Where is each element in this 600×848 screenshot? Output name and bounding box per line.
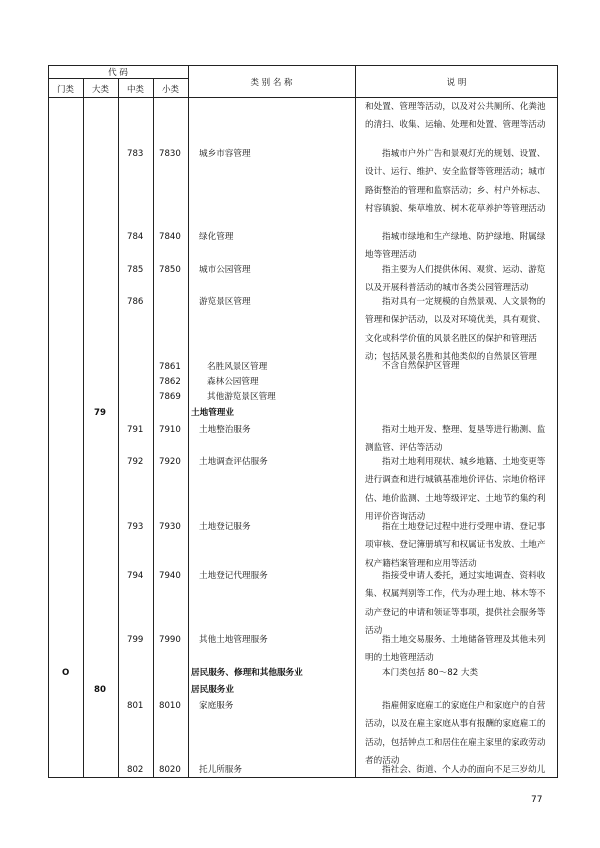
page-number: 77: [531, 795, 543, 805]
table-row-zhong: 783: [127, 149, 144, 159]
table-row-men: O: [62, 668, 70, 678]
table-row-zhong: 793: [127, 522, 144, 532]
table-row-xiao: 8020: [159, 765, 181, 775]
table-row-name: 家庭服务: [199, 701, 234, 711]
table-row-name: 城乡市容管理: [199, 149, 251, 159]
table-row-name: 名胜风景区管理: [207, 362, 268, 372]
table-row-name: 其他土地管理服务: [199, 635, 268, 645]
table-row-name: 土地登记服务: [199, 522, 251, 532]
table-row-name: 托儿所服务: [199, 765, 242, 775]
table-row-xiao: 7850: [159, 265, 181, 275]
table-row-desc: 指对具有一定规模的自然景观、人文景物的管理和保护活动，以及对环境优美，具有观赏、文化或科学价值的风景名胜区的保护和管理活动；包括风景名胜和其他类似的自然景区管理: [365, 297, 546, 363]
table-row-name: 居民服务、修理和其他服务业: [191, 668, 303, 678]
table-row-desc: 不含自然保护区管理: [382, 361, 460, 371]
table-row-desc: 指主要为人们提供休闲、观赏、运动、游览以及开展科普活动的城市各类公园管理活动: [365, 265, 546, 294]
header-men: 门类: [56, 85, 74, 95]
header-code-group: 代 码: [108, 68, 128, 78]
table-row-name: 城市公园管理: [199, 265, 251, 275]
table-row-name: 土地整治服务: [199, 425, 251, 435]
table-row-name: 其他游览景区管理: [207, 392, 276, 402]
table-row-desc: 指对土地开发、整理、复垦等进行勘测、监测监管、评估等活动: [365, 425, 546, 454]
table-row-name: 森林公园管理: [207, 377, 259, 387]
table-row-xiao: 7920: [159, 457, 181, 467]
table-row-zhong: 784: [127, 232, 144, 242]
table-row-zhong: 791: [127, 425, 144, 435]
table-row-desc: 指城市户外广告和景观灯光的规划、设置、设计、运行、维护、安全监督等管理活动；城市路街整治的管理和监察活动；乡、村户外标志、村容镇貌、柴草堆放、树木花草养护等管理活动: [365, 149, 546, 215]
table-row-name: 居民服务业: [191, 685, 234, 695]
table-row-name: 绿化管理: [199, 232, 234, 242]
table-row-xiao: 7990: [159, 635, 181, 645]
table-row-desc: 指土地交易服务、土地储备管理及其他未列明的土地管理活动: [365, 635, 546, 664]
header-xiao: 小类: [161, 85, 179, 95]
table-row-xiao: 7830: [159, 149, 181, 159]
header-da: 大类: [91, 85, 109, 95]
table-row-name: 土地登记代理服务: [199, 571, 268, 581]
table-row-da: 79: [94, 408, 106, 418]
table-row-zhong: 785: [127, 265, 144, 275]
table-row-desc: 指城市绿地和生产绿地、防护绿地、附属绿地等管理活动: [365, 232, 546, 261]
table-row-name: 游览景区管理: [199, 297, 251, 307]
header-name: 类 别 名 称: [250, 78, 293, 88]
table-row-desc: 指接受申请人委托，通过实地调查、资料收集、权属判别等工作，代为办理土地、林木等不动产登记的申请和领证等事项，提供社会服务等活动: [365, 571, 546, 637]
table-row-xiao: 7869: [159, 392, 181, 402]
table-row-xiao: 7861: [159, 362, 181, 372]
table-row-xiao: 7910: [159, 425, 181, 435]
table-row-zhong: 802: [127, 765, 144, 775]
classification-table: [48, 65, 558, 778]
table-row-name: 土地管理业: [191, 408, 234, 418]
table-row-desc: 指雇佣家庭雇工的家庭住户和家庭户的自营活动，以及在雇主家庭从事有报酬的家庭雇工的活动，包括钟点工和居住在雇主家里的家政劳动者的活动: [365, 701, 546, 767]
table-row-desc: 本门类包括 80～82 大类: [382, 668, 479, 678]
table-row-desc: 指在土地登记过程中进行受理申请、登记事项审核、登记簿册填写和权属证书发放、土地产权产籍档案管理和应用等活动: [365, 522, 546, 569]
table-row-xiao: 8010: [159, 701, 181, 711]
table-row-name: 土地调查评估服务: [199, 457, 268, 467]
table-row-da: 80: [94, 685, 106, 695]
table-row-zhong: 799: [127, 635, 144, 645]
table-row-zhong: 794: [127, 571, 144, 581]
table-row-xiao: 7840: [159, 232, 181, 242]
header-description: 说 明: [446, 78, 467, 88]
table-row-xiao: 7862: [159, 377, 181, 387]
table-row-zhong: 792: [127, 457, 144, 467]
table-row-desc: 指对土地利用现状、城乡地籍、土地变更等进行调查和进行城镇基准地价评估、宗地价格评估、地价监测、土地等级评定、土地节约集约利用评价咨询活动: [365, 457, 546, 523]
table-row-xiao: 7940: [159, 571, 181, 581]
table-row-desc: 和处置、管理等活动，以及对公共厕所、化粪池的清扫、收集、运输、处理和处置、管理等活动: [365, 102, 546, 131]
table-row-zhong: 786: [127, 297, 144, 307]
table-row-desc: 指社会、街道、个人办的面向不足三岁幼儿: [382, 765, 546, 775]
table-row-zhong: 801: [127, 701, 144, 711]
table-row-xiao: 7930: [159, 522, 181, 532]
header-zhong: 中类: [126, 85, 144, 95]
